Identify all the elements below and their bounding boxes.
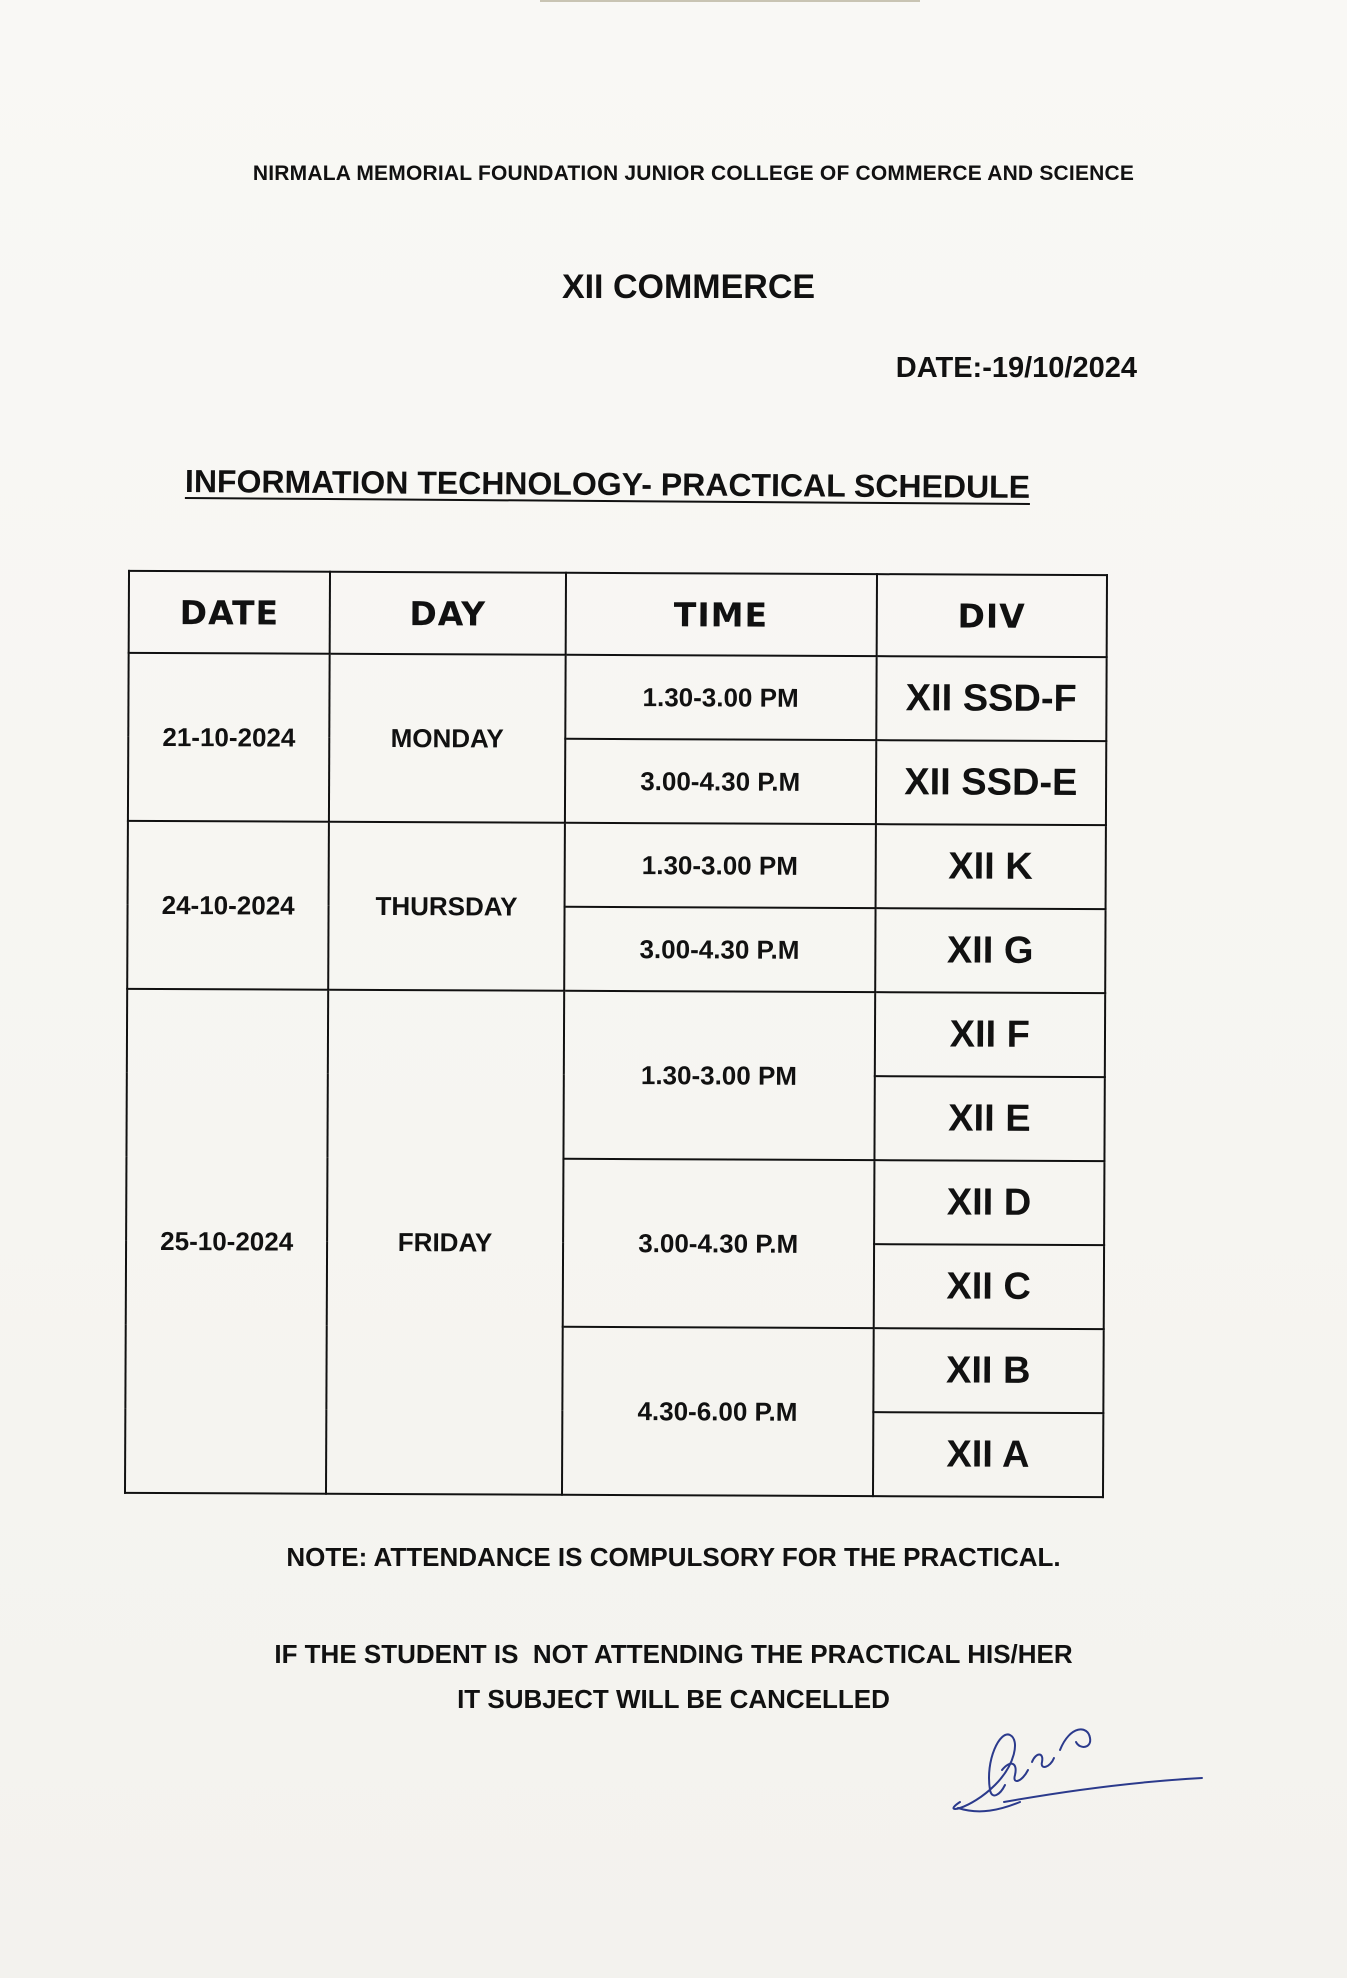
div-cell: XII C (873, 1244, 1104, 1329)
div-cell: XII K (875, 824, 1106, 909)
warning-line-1: IF THE STUDENT IS NOT ATTENDING THE PRACTICAL HIS/HER (274, 1639, 1073, 1669)
day-cell: MONDAY (329, 654, 565, 823)
div-cell: XII F (874, 992, 1105, 1077)
scan-edge-mark (540, 0, 920, 2)
schedule-table (124, 570, 1108, 1498)
day-cell: THURSDAY (328, 822, 564, 991)
div-cell: XII SSD-F (876, 656, 1107, 741)
college-name: NIRMALA MEMORIAL FOUNDATION JUNIOR COLLEGE OF COMMERCE AND SCIENCE (252, 162, 1135, 185)
time-cell: 3.00-4.30 P.M (562, 1159, 874, 1328)
date-cell: 24-10-2024 (127, 821, 329, 990)
column-header-day: DAY (330, 572, 566, 655)
time-cell: 3.00-4.30 P.M (564, 907, 875, 992)
time-cell: 4.30-6.00 P.M (562, 1327, 874, 1496)
schedule-heading: INFORMATION TECHNOLOGY- PRACTICAL SCHEDULE (184, 463, 1031, 505)
table-header-row (129, 571, 1107, 657)
div-cell: XII SSD-E (875, 740, 1106, 825)
document-date: DATE:-19/10/2024 (895, 352, 1137, 384)
attendance-note: NOTE: ATTENDANCE IS COMPULSORY FOR THE PRACTICAL. (286, 1542, 1061, 1572)
column-header-time: TIME (565, 573, 876, 656)
column-header-div: DIV (876, 574, 1107, 657)
time-cell: 1.30-3.00 PM (564, 823, 875, 908)
table-row (128, 821, 1106, 909)
date-cell: 21-10-2024 (128, 653, 330, 822)
column-header-date: DATE (129, 571, 331, 654)
div-cell: XII B (873, 1328, 1104, 1413)
date-cell: 25-10-2024 (125, 989, 328, 1494)
time-cell: 1.30-3.00 PM (565, 655, 876, 740)
warning-line-2: IT SUBJECT WILL BE CANCELLED (457, 1684, 890, 1714)
time-cell: 3.00-4.30 P.M (565, 739, 876, 824)
div-cell: XII G (875, 908, 1106, 993)
table-row (128, 653, 1106, 741)
day-cell: FRIDAY (326, 990, 564, 1495)
class-title: XII COMMERCE (561, 268, 816, 306)
signature-image (940, 1690, 1220, 1830)
div-cell: XII A (873, 1412, 1104, 1497)
div-cell: XII E (874, 1076, 1105, 1161)
time-cell: 1.30-3.00 PM (563, 991, 875, 1160)
div-cell: XII D (874, 1160, 1105, 1245)
table-row (127, 989, 1105, 1077)
